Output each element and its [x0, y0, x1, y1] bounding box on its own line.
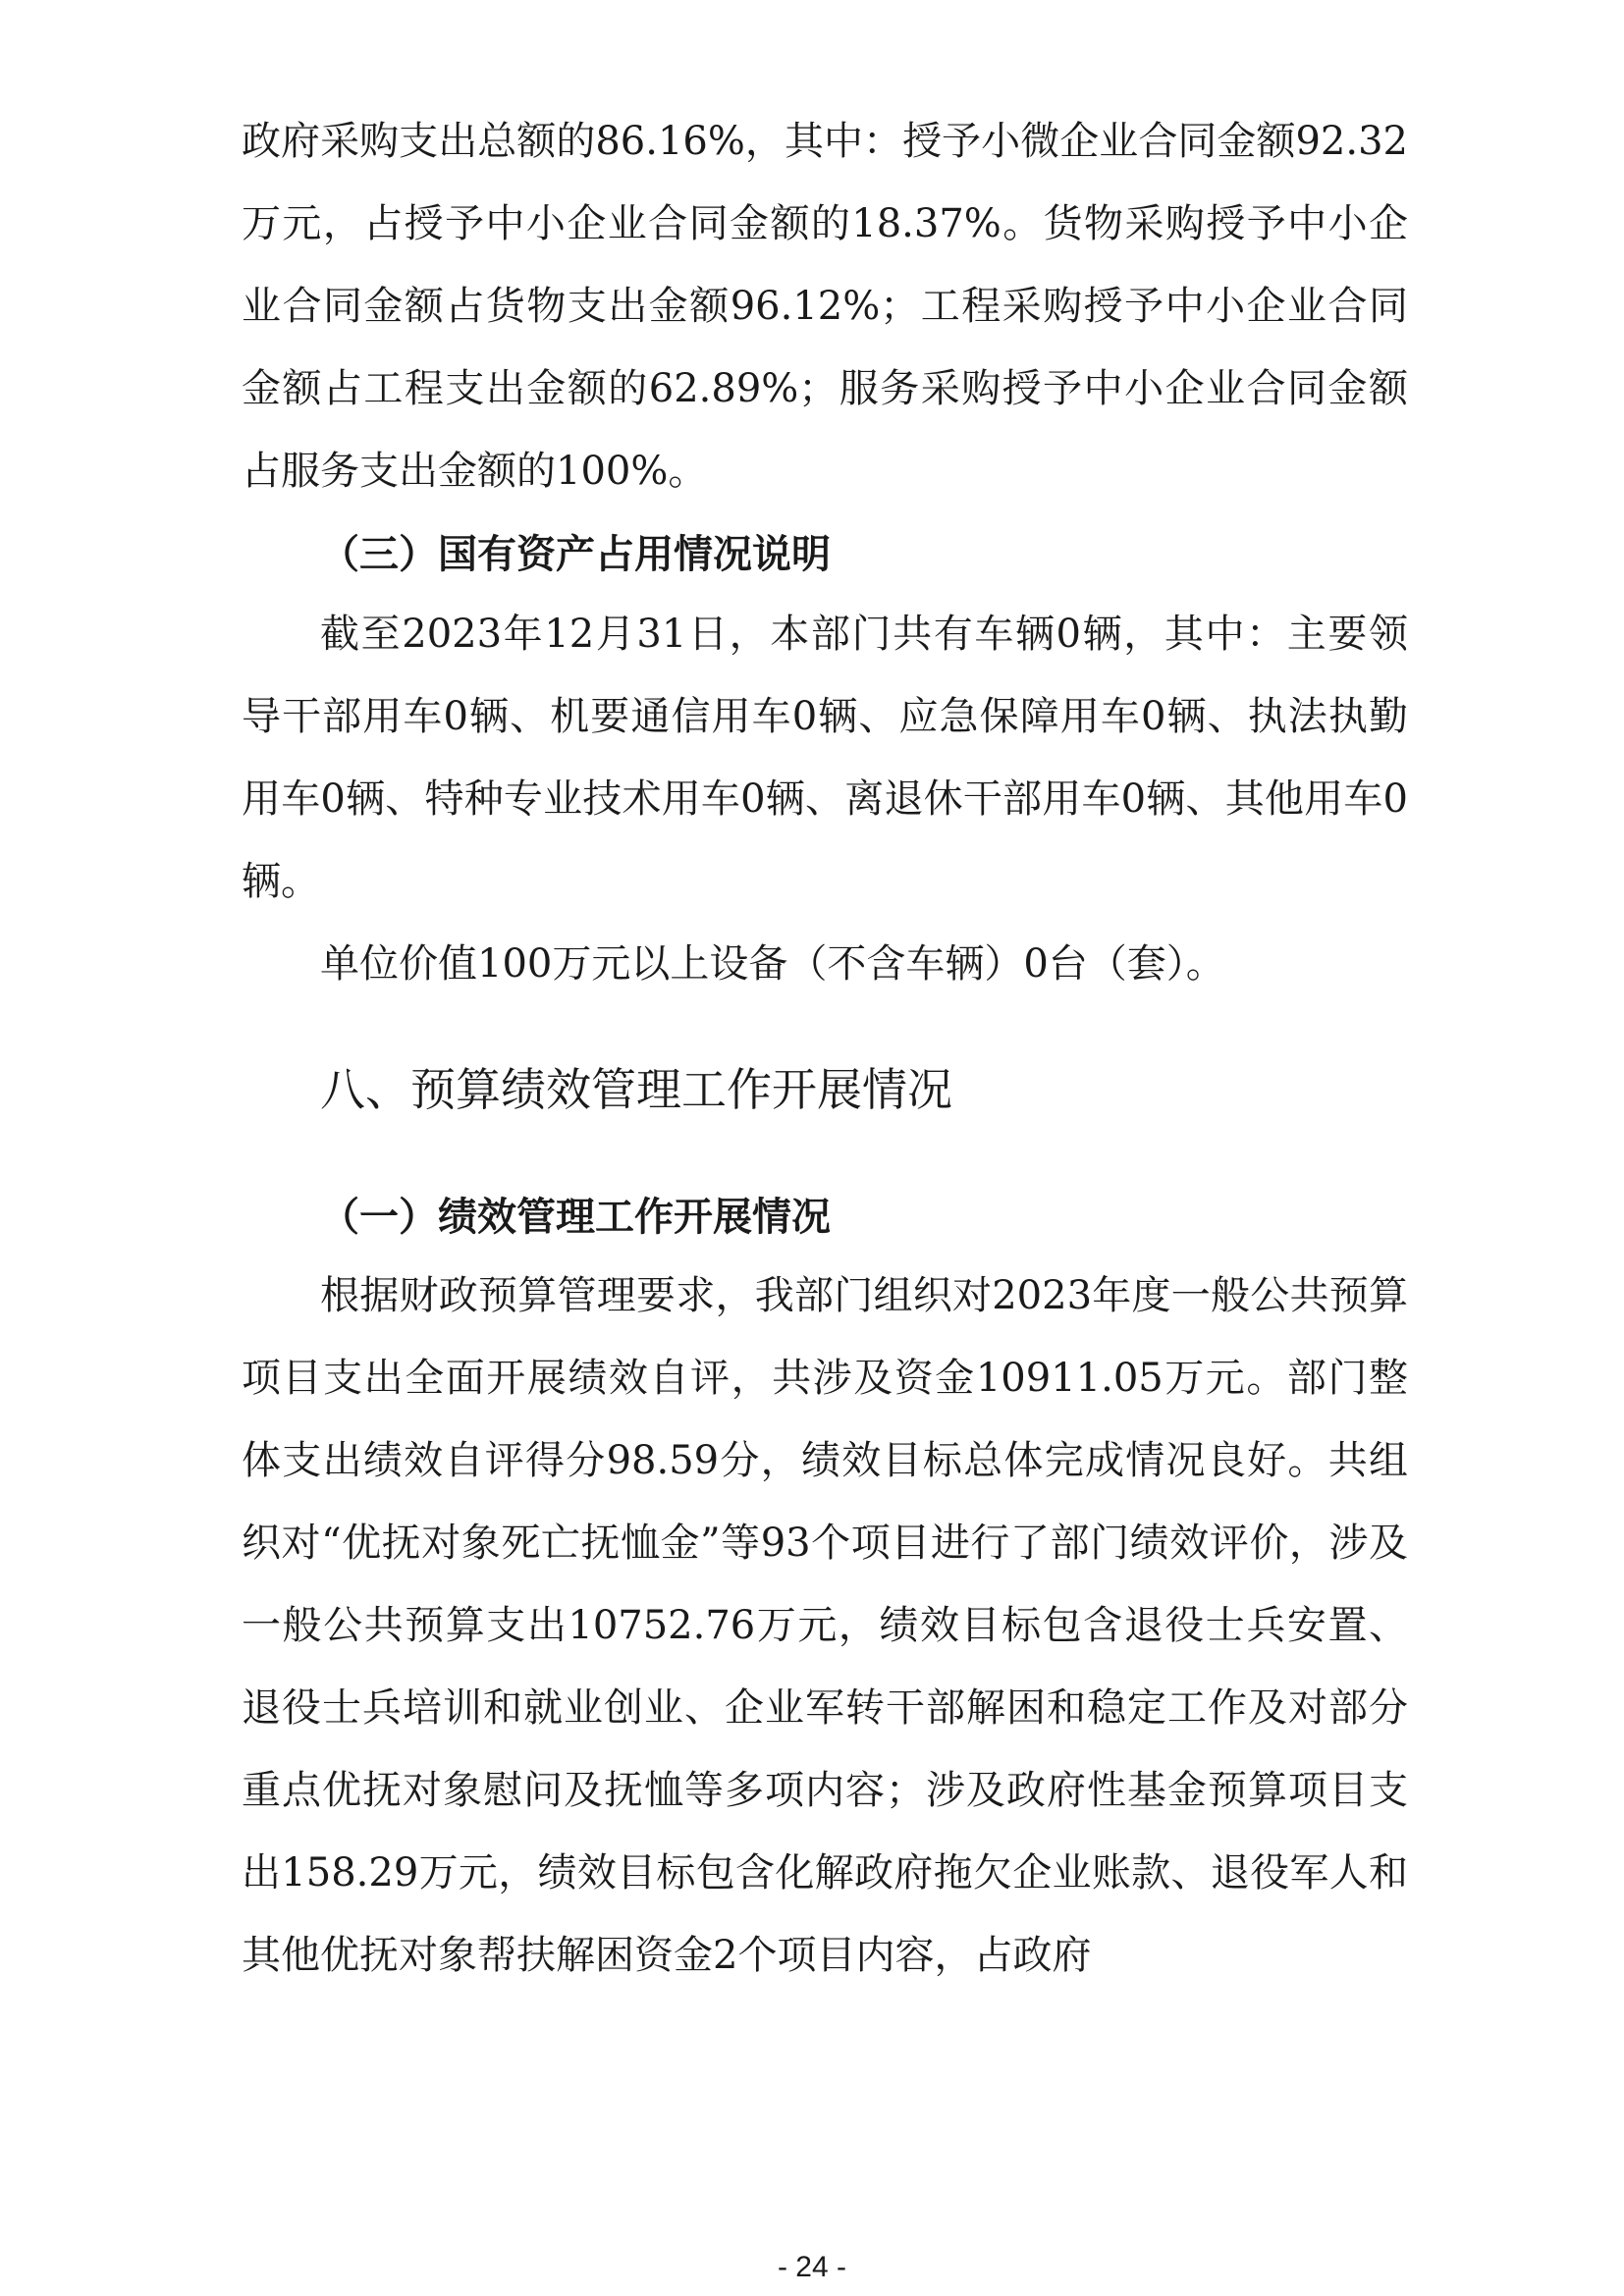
- paragraph-vehicles: [242, 593, 1408, 923]
- heading-performance-work: （一）绩效管理工作开展情况: [320, 1195, 831, 1240]
- page-number: - 24 -: [777, 2251, 847, 2283]
- paragraph-text: 单位价值100万元以上设备（不含车辆）0台（套）。: [320, 941, 1225, 987]
- paragraph-performance: [242, 1255, 1408, 1997]
- paragraph-equipment: [242, 923, 1408, 1005]
- heading-section-eight: 八、预算绩效管理工作开展情况: [320, 1063, 952, 1116]
- paragraph-text: 根据财政预算管理要求，我部门组织对2023年度一般公共预算项目支出全面开展绩效自评，共涉及资金10911.05万元。部门整体支出绩效自评得分98.59分，绩效目标总体完成情况良好。共组织对“优抚对象死亡抚恤金”等93个项目进行了部门绩效评价，涉及一般公共预算支出10752.76万元，绩效目标包含退役士兵安置、退役士兵培训和就业创业、企业军转干部解困和稳定工作及对部分重点优抚对象慰问及抚恤等多项内容；涉及政府性基金预算项目支出158.29万元，绩效目标包含化解政府拖欠企业账款、退役军人和其他优抚对象帮扶解困资金2个项目内容，占政府: [242, 1273, 1408, 1978]
- paragraph-text: 截至2023年12月31日，本部门共有车辆0辆，其中：主要领导干部用车0辆、机要通信用车0辆、应急保障用车0辆、执法执勤用车0辆、特种专业技术用车0辆、离退休干部用车0辆、其他用车0辆。: [242, 612, 1408, 904]
- paragraph-text: 政府采购支出总额的86.16%，其中：授予小微企业合同金额92.32万元，占授予中小企业合同金额的18.37%。货物采购授予中小企业合同金额占货物支出金额96.12%；工程采购授予中小企业合同金额占工程支出金额的62.89%；服务采购授予中小企业合同金额占服务支出金额的100%。: [242, 119, 1408, 494]
- paragraph-procurement: [242, 100, 1408, 512]
- heading-asset-usage: （三）国有资产占用情况说明: [320, 532, 831, 577]
